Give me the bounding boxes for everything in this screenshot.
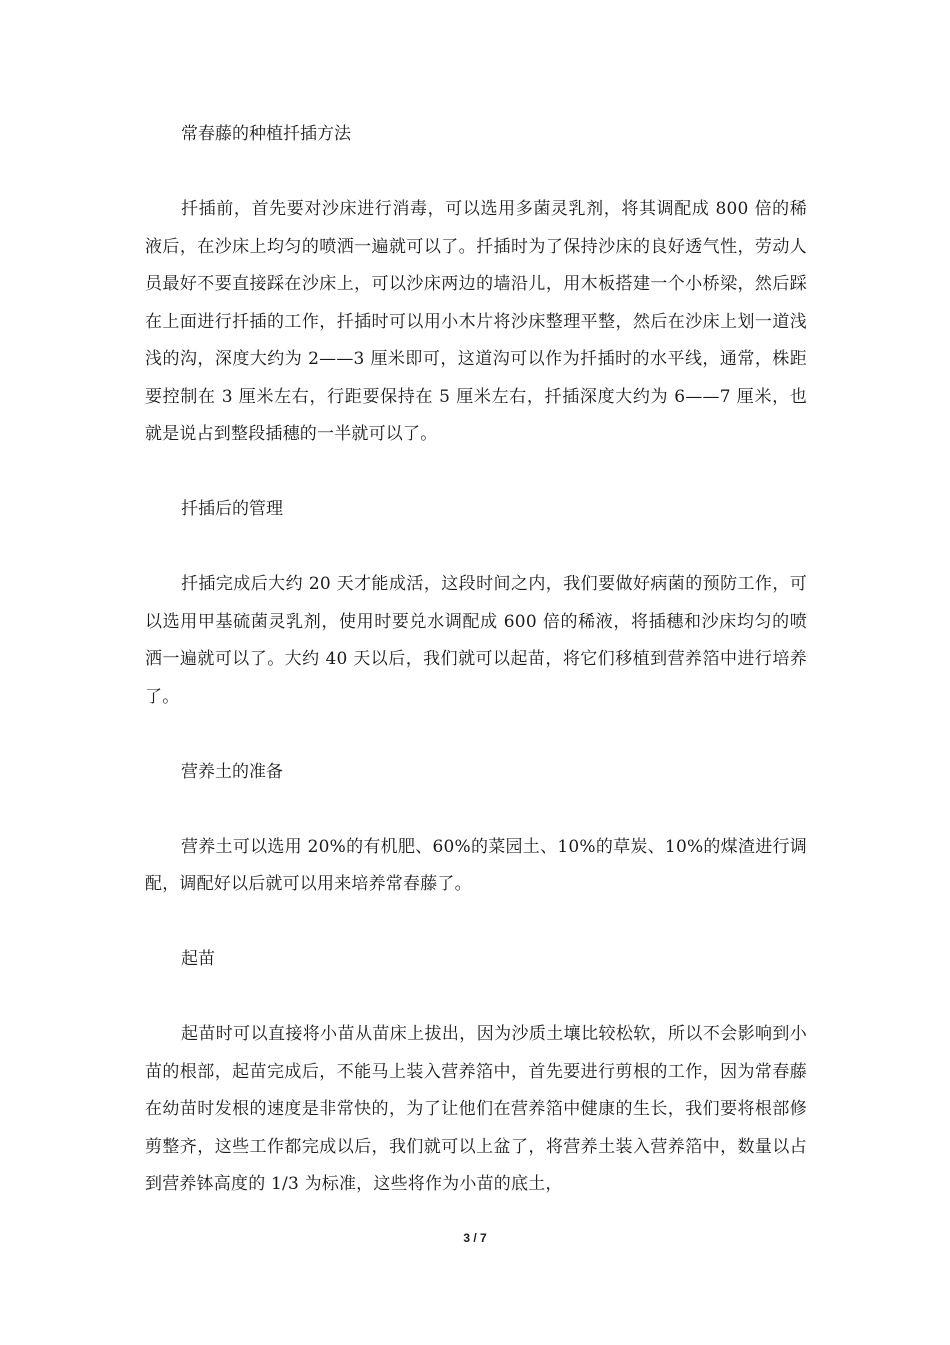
spacer — [145, 454, 807, 492]
paragraph-cutting-method: 扦插前，首先要对沙床进行消毒，可以选用多菌灵乳剂，将其调配成 800 倍的稀液后，在沙床上均匀的喷洒一遍就可以了。扦插时为了保持沙床的良好透气性，劳动人员最好不要直接踩在沙床上，可以沙床两边的墙沿儿，用木板搭建一个小桥梁，然后踩在上面进行扦插的工作，扦插时可以用小木片将沙床整理平整，然后在沙床上划一道浅浅的沟，深度大约为 2——3 厘米即可，这道沟可以作为扦插时的水平线，通常，株距要控制在 3 厘米左右，行距要保持在 5 厘米左右，扦插深度大约为 6——7 厘米，也就是说占到整段插穗的一半就可以了。 — [145, 199, 807, 444]
spacer — [145, 529, 807, 567]
section-heading-soil: 营养土的准备 — [181, 761, 283, 782]
paragraph-after-cutting: 扦插完成后大约 20 天才能成活，这段时间之内，我们要做好病菌的预防工作，可以选用甲基硫菌灵乳剂，使用时要兑水调配成 600 倍的稀液，将插穗和沙床均匀的喷洒一遍就可以了。大约 40 天以后，我们就可以起苗，将它们移植到营养箔中进行培养了。 — [145, 574, 807, 707]
spacer — [145, 716, 807, 754]
spacer — [145, 154, 807, 192]
paragraph-soil: 营养土可以选用 20%的有机肥、60%的菜园土、10%的草炭、10%的煤渣进行调配，调配好以后就可以用来培养常春藤了。 — [145, 836, 807, 894]
spacer — [145, 791, 807, 829]
paragraph-seedling: 起苗时可以直接将小苗从苗床上拔出，因为沙质土壤比较松软，所以不会影响到小苗的根部，起苗完成后，不能马上装入营养箔中，首先要进行剪根的工作，因为常春藤在幼苗时发根的速度是非常快的，为了让他们在营养箔中健康的生长，我们要将根部修剪整齐，这些工作都完成以后，我们就可以上盆了，将营养土装入营养箔中，数量以占到营养钵高度的 1/3 为标准，这些将作为小苗的底土， — [145, 1024, 807, 1194]
section-heading-seedling: 起苗 — [181, 949, 215, 969]
spacer — [145, 904, 807, 942]
page-number: 3 / 7 — [463, 1231, 487, 1245]
spacer — [145, 979, 807, 1017]
section-heading-cutting-method: 常春藤的种植扦插方法 — [181, 124, 351, 144]
section-heading-after-cutting: 扦插后的管理 — [181, 499, 283, 519]
document-body — [145, 116, 807, 1204]
